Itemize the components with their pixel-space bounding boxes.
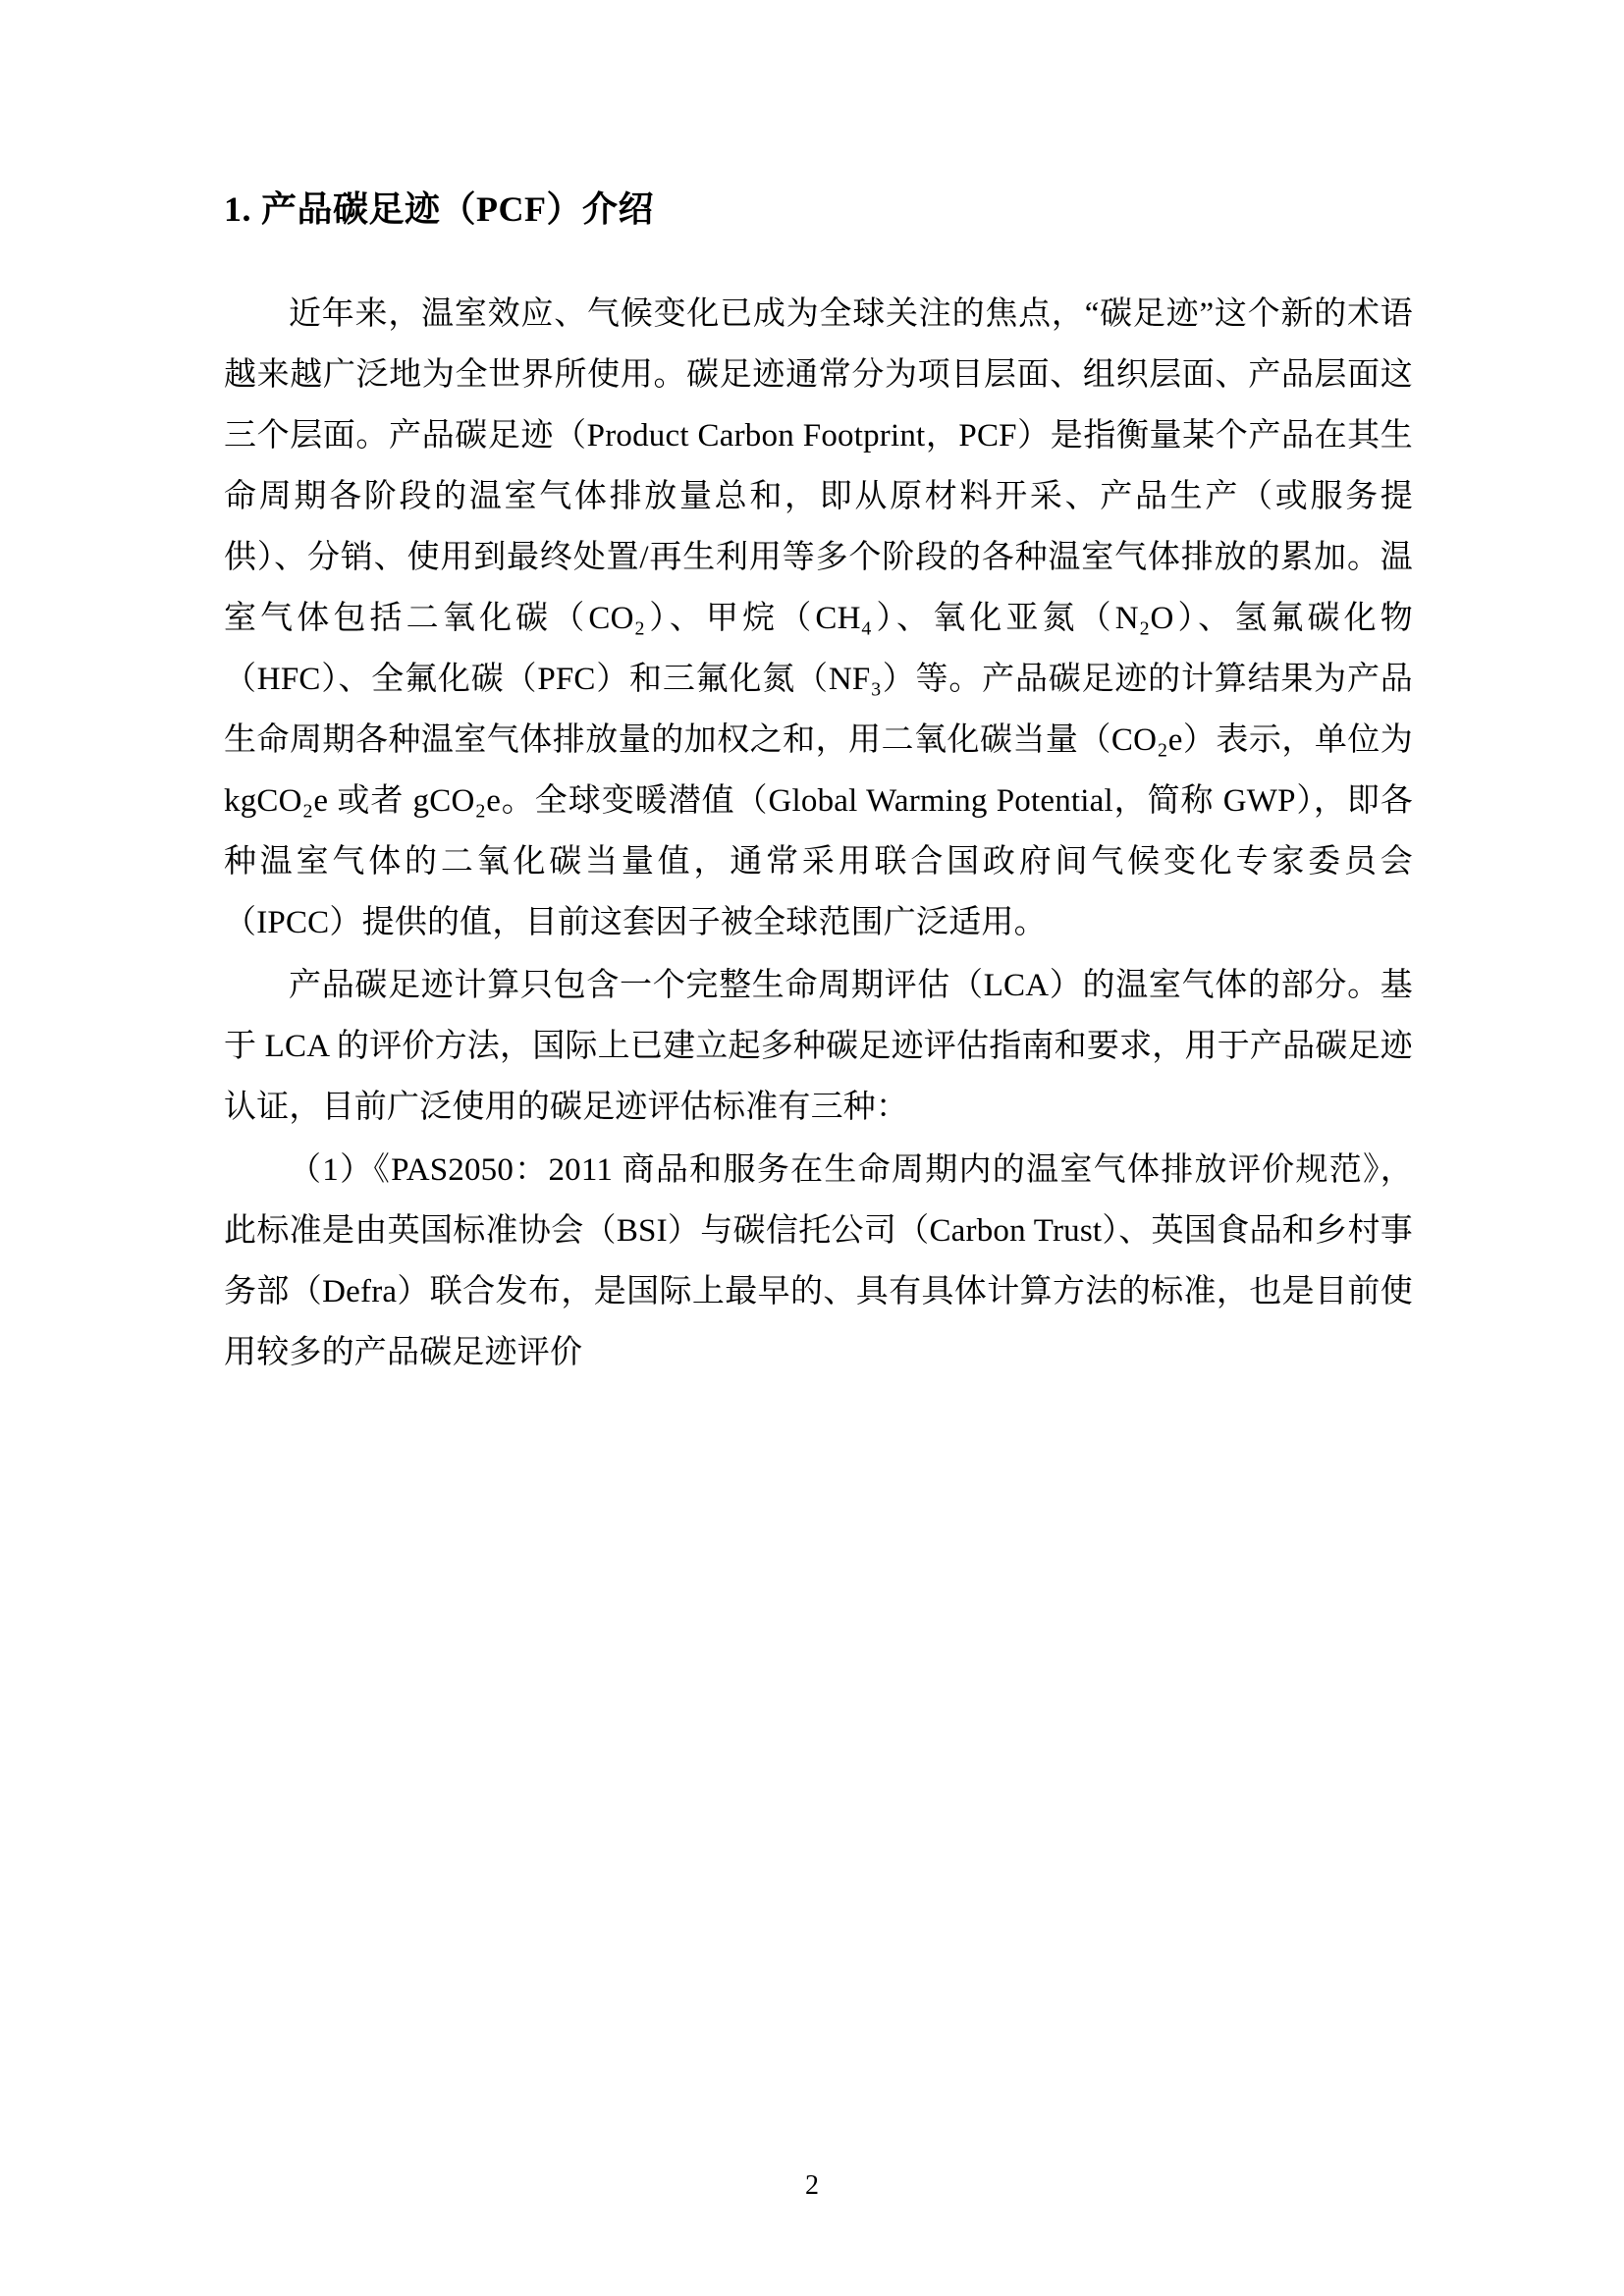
paragraph-standard-1: （1）《PAS2050：2011 商品和服务在生命周期内的温室气体排放评价规范》，此标准是由英国标准协会（BSI）与碳信托公司（Carbon Trust）、英国食品和乡村事务部（Defra）联合发布，是国际上最早的、具有具体计算方法的标准，也是目前使用较多的产品碳足迹评价: [224, 1152, 1413, 1371]
paragraph-intro: 近年来，温室效应、气候变化已成为全球关注的焦点，“碳足迹”这个新的术语越来越广泛地为全世界所使用。碳足迹通常分为项目层面、组织层面、产品层面这三个层面。产品碳足迹（Product Carbon Footprint，PCF）是指衡量某个产品在其生命周期各阶段的温室气体排放量总和，即从原材料开采、产品生产（或服务提供）、分销、使用到最终处置/再生利用等多个阶段的各种温室气体排放的累加。温室气体包括二氧化碳（CO₂）、甲烷（CH₄）、氧化亚氮（N₂O）、氢氟碳化物（HFC）、全氟化碳（PFC）和三氟化氮（NF₃）等。产品碳足迹的计算结果为产品生命周期各种温室气体排放量的加权之和，用二氧化碳当量（CO₂e）表示，单位为 kgCO₂e 或者 gCO₂e。全球变暖潜值（Global Warming Potential，简称 GWP），即各种温室气体的二氧化碳当量值，通常采用联合国政府间气候变化专家委员会（IPCC）提供的值，目前这套因子被全球范围广泛适用。: [224, 295, 1413, 941]
page-number: 2: [805, 2170, 819, 2201]
heading-text: 产品碳足迹（PCF）介绍: [261, 189, 654, 229]
page-title: [224, 187, 1413, 233]
heading-number: 1.: [224, 189, 251, 229]
paragraph-lca: 产品碳足迹计算只包含一个完整生命周期评估（LCA）的温室气体的部分。基于 LCA 的评价方法，国际上已建立起多种碳足迹评估指南和要求，用于产品碳足迹认证，目前广泛使用的碳足迹评估标准有三种：: [224, 968, 1413, 1126]
